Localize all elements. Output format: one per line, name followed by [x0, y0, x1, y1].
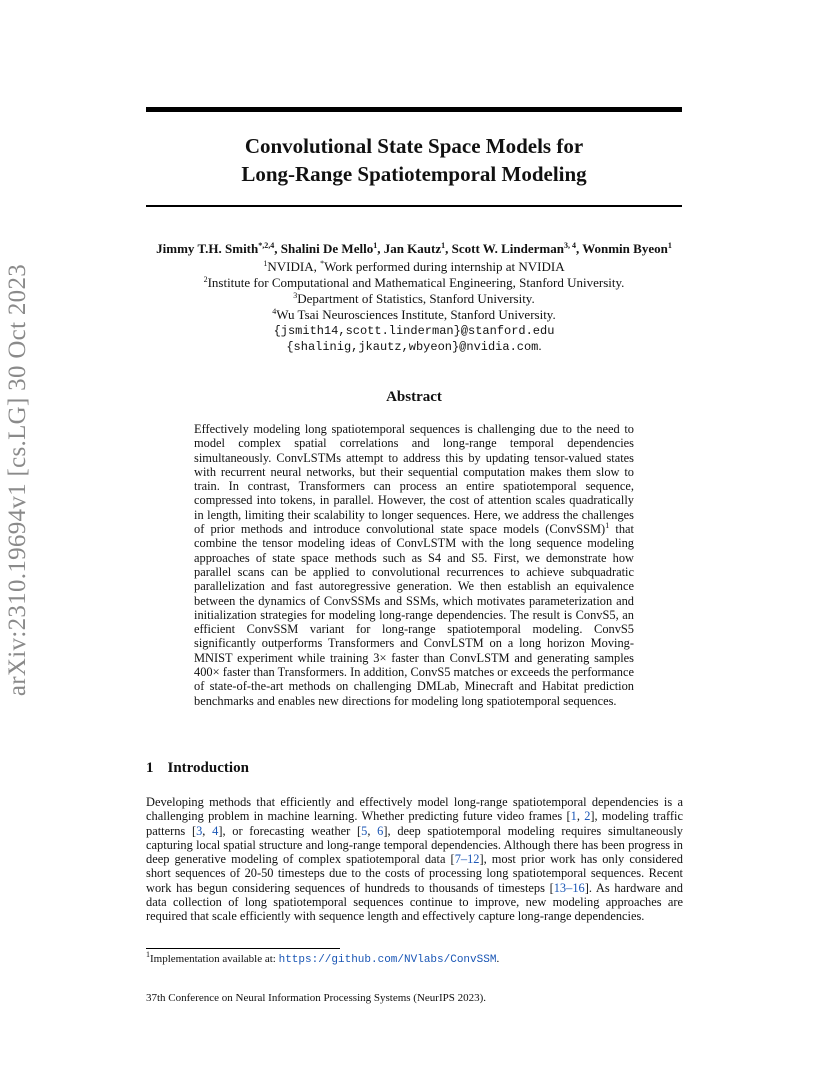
author-affil-marker: 1	[441, 241, 446, 250]
footnote-punct: .	[496, 953, 500, 965]
author-name: Jan Kautz	[383, 241, 442, 256]
intro-paragraph: Developing methods that efficiently and effectively model long-range spatiotemporal dependencies is a challenging problem in machine learning. Whether predicting future video frames [1, 2], modeling traffic patterns [3, 4], or forecasting weather [5, 6], deep spatiotemporal modeling requires simultaneously capturing local spatial structure and long-range temporal dependencies. Although there has been progress in deep generative modeling of complex spatiotemporal data [7–12], most prior work has only considered short sequences of 20-50 timesteps due to the costs of processing long spatiotemporal sequences. Recent work has begun considering sequences of hundreds to thousands of timesteps [13–16]. As hardware and data collection of long spatiotemporal sequences continue to improve, new modeling approaches are required that scale efficiently with sequence length and effectively capture long-range dependencies.	[146, 795, 683, 924]
author-name: Shalini De Mello	[280, 241, 374, 256]
title-line-2: Long-Range Spatiotemporal Modeling	[241, 162, 587, 186]
email-address: {jsmith14,scott.linderman}@stanford.edu	[273, 324, 555, 338]
author-affil-marker: 1	[667, 241, 672, 250]
footnote-marker: 1	[605, 521, 610, 531]
title-rule-bottom	[146, 205, 682, 207]
author-affil-marker: *,2,4	[258, 241, 275, 250]
affil-marker: *	[320, 259, 325, 268]
intro-body	[146, 795, 683, 924]
paper-title	[146, 132, 682, 188]
abstract-text-part: Effectively modeling long spatiotemporal sequences is challenging due to the need to model complex spatial correlations and long-range temporal dependencies simultaneously. ConvLSTMs attempt to address this by updating tensor-valued states with recurrent neural networks, but their sequential computation makes them slow to train. In contrast, Transformers can process an entire spatiotemporal sequence, compressed into tokens, in parallel. However, the cost of attention scales quadratically in length, limiting their scalability to longer sequences. Here, we address the challenges of prior methods and introduce convolutional state space models (ConvSSM)	[194, 422, 634, 537]
author-name: Scott W. Linderman	[451, 241, 564, 256]
abstract-paragraph	[194, 422, 634, 708]
affil-marker: 3	[293, 291, 298, 300]
author-list: Jimmy T.H. Smith$^{*,2,4}$, Shalini De Mello$^1$, Jan Kautz$^1$, Scott W. Linderman$^{3, 4}$, Wonmin Byeon$^1$	[156, 241, 672, 256]
abstract-heading: Abstract	[386, 389, 442, 405]
author-name: Wonmin Byeon	[582, 241, 668, 256]
abstract-text-part: that combine the tensor modeling ideas of ConvLSTM with the long sequence modeling approaches of state space methods such as S4 and S5. First, we demonstrate how parallel scans can be applied to convolutional recurrences to achieve subquadratic parallelization and fast autoregressive generation. We then establish an equivalence between the dynamics of ConvSSMs and SSMs, which motivates parameterization and initialization strategies for modeling long-range dependencies. The result is ConvS5, an efficient ConvSSM variant for long-range spatiotemporal modeling. ConvS5 significantly outperforms Transformers and ConvLSTM on a long horizon Moving-MNIST experiment while training 3× faster than ConvLSTM and generating samples 400× faster than Transformers. In addition, ConvS5 matches or exceeds the performance of state-of-the-art methods on challenging DMLab, Minecraft and Habitat prediction benchmarks and enables new directions for modeling long spatiotemporal sequences.	[194, 522, 634, 708]
citation-link[interactable]: 6	[377, 823, 384, 838]
footnote	[146, 950, 500, 966]
abstract-body	[194, 422, 634, 708]
author-name: Jimmy T.H. Smith	[156, 241, 259, 256]
affil-marker: 2	[203, 275, 208, 284]
implementation-link[interactable]: https://github.com/NVlabs/ConvSSM	[278, 954, 497, 966]
affil-text: NVIDIA,	[267, 259, 321, 274]
author-affil-marker: 1	[373, 241, 378, 250]
citation-link[interactable]: 4	[212, 823, 219, 838]
section-number: 1	[146, 760, 154, 776]
citation-link[interactable]: 2	[584, 809, 591, 824]
section-heading	[146, 760, 249, 777]
footnote-marker: 1	[146, 950, 150, 959]
affil-marker: 4	[272, 307, 277, 316]
affil-marker: 1	[263, 259, 268, 268]
footnote-rule	[146, 948, 340, 949]
affil-text: Wu Tsai Neurosciences Institute, Stanford University.	[276, 307, 556, 322]
affiliation-2	[146, 275, 682, 291]
affiliation-1	[146, 259, 682, 275]
email-line-1	[146, 322, 682, 339]
citation-link[interactable]: 7–12	[454, 852, 480, 867]
email-punct: .	[538, 338, 542, 353]
email-line-2	[146, 338, 682, 355]
arxiv-stamp-text: arXiv:2310.19694v1 [cs.LG] 30 Oct 2023	[4, 263, 31, 697]
section-title: Introduction	[167, 760, 249, 776]
affil-text: Department of Statistics, Stanford University.	[297, 291, 535, 306]
citation-link[interactable]: 5	[361, 823, 368, 838]
conference-note: 37th Conference on Neural Information Processing Systems (NeurIPS 2023).	[146, 992, 487, 1004]
title-line-1: Convolutional State Space Models for	[244, 134, 584, 158]
author-affil-marker: 3, 4	[563, 241, 576, 250]
citation-link[interactable]: 13–16	[553, 880, 585, 895]
affiliation-3	[146, 291, 682, 307]
affiliation-4	[146, 307, 682, 323]
citation-link[interactable]: 3	[196, 823, 203, 838]
title-rule-top	[146, 107, 682, 112]
affil-note: Work performed during internship at NVIDIA	[324, 259, 565, 274]
email-address: {shalinig,jkautz,wbyeon}@nvidia.com	[286, 340, 539, 354]
citation-link[interactable]: 1	[570, 809, 577, 824]
affil-text: Institute for Computational and Mathematical Engineering, Stanford University.	[207, 275, 625, 290]
footnote-text: Implementation available at:	[150, 953, 279, 965]
